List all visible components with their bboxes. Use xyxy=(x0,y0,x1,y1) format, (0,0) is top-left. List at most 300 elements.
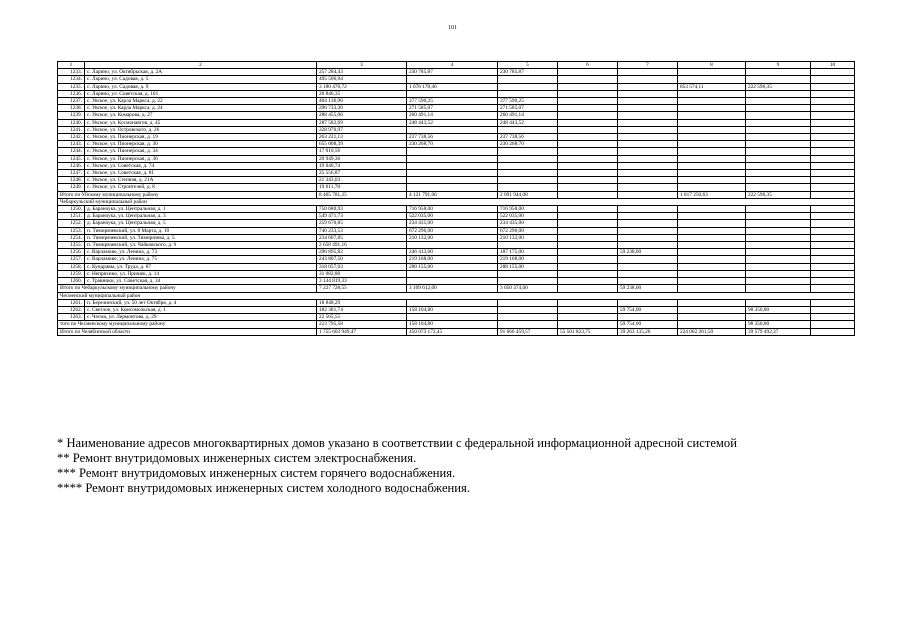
amount-cell xyxy=(498,299,558,306)
amount-cell: 1 755 603 949,47 xyxy=(317,328,407,335)
table-row xyxy=(58,69,855,76)
subtotal-label: Итого по Челябинской области xyxy=(58,328,317,335)
amount-cell: 3 109 612,00 xyxy=(407,285,498,292)
address-cell: с. Непряхино, ул. Пришек, д. 14 xyxy=(85,270,317,277)
address-cell: с. Увское, ул. Строителей, д. 8 xyxy=(85,184,317,191)
section-row xyxy=(58,198,855,205)
amount-cell: 495 506,94 xyxy=(317,76,407,83)
section-label: Чесменский муниципальный район xyxy=(58,292,855,299)
amount-cell xyxy=(678,306,746,313)
column-number: 10 xyxy=(811,62,855,69)
row-number-cell: 1234. xyxy=(58,76,85,83)
column-number: 2 xyxy=(85,62,317,69)
amount-cell xyxy=(407,270,498,277)
table-body xyxy=(58,69,855,336)
amount-cell: 672 296,00 xyxy=(498,227,558,234)
amount-cell: 18 848,29 xyxy=(317,299,407,306)
row-number-cell: 1243. xyxy=(58,141,85,148)
amount-cell xyxy=(678,112,746,119)
table-row xyxy=(58,299,855,306)
amount-cell xyxy=(678,321,746,328)
amount-cell xyxy=(811,141,855,148)
address-cell: с. Увское, ул. Советская, д. 74 xyxy=(85,162,317,169)
amount-cell xyxy=(746,263,811,270)
address-cell: с. Светлое, ул. Комсомольская, д. 1 xyxy=(85,306,317,313)
amount-cell xyxy=(558,234,618,241)
amount-cell xyxy=(618,155,678,162)
amount-cell xyxy=(678,98,746,105)
amount-cell xyxy=(618,184,678,191)
amount-cell xyxy=(678,170,746,177)
row-number-cell: 1247. xyxy=(58,170,85,177)
address-cell: с. Увское, ул. Пионерская, д. 34 xyxy=(85,148,317,155)
amount-cell xyxy=(618,112,678,119)
amount-cell xyxy=(678,278,746,285)
amount-cell: 248 443,52 xyxy=(498,119,558,126)
amount-cell xyxy=(746,119,811,126)
amount-cell: 59 238,00 xyxy=(618,285,678,292)
amount-cell xyxy=(746,285,811,292)
row-number-cell: 1245. xyxy=(58,155,85,162)
amount-cell: 377 590,25 xyxy=(498,98,558,105)
amount-cell xyxy=(558,263,618,270)
amount-cell xyxy=(407,299,498,306)
amount-cell xyxy=(811,69,855,76)
subtotal-label: Итого по Чебаркульскому муниципальному району xyxy=(58,285,317,292)
amount-cell xyxy=(558,249,618,256)
row-number-cell: 1251. xyxy=(58,213,85,220)
amount-cell: 230 785,87 xyxy=(498,69,558,76)
amount-cell xyxy=(618,278,678,285)
amount-cell: 260 491,14 xyxy=(498,112,558,119)
amount-cell xyxy=(678,141,746,148)
amount-cell xyxy=(498,270,558,277)
amount-cell: 655 008,39 xyxy=(317,141,407,148)
amount-cell: 271 585,07 xyxy=(498,105,558,112)
address-cell: с. Травники, ул. Советская, д. 34 xyxy=(85,278,317,285)
amount-cell: 222 596,35 xyxy=(746,191,811,198)
amount-cell xyxy=(618,220,678,227)
table-row xyxy=(58,134,855,141)
amount-cell xyxy=(498,278,558,285)
amount-cell xyxy=(746,270,811,277)
amount-cell xyxy=(498,162,558,169)
amount-cell xyxy=(558,69,618,76)
row-number-cell: 1244. xyxy=(58,148,85,155)
amount-cell xyxy=(746,184,811,191)
amount-cell xyxy=(811,263,855,270)
amount-cell: 243 807,50 xyxy=(317,256,407,263)
table-row xyxy=(58,227,855,234)
amount-cell xyxy=(407,177,498,184)
footnote-electric: ** Ремонт внутридомовых инженерных систем электроснабжения. xyxy=(57,451,417,465)
amount-cell: 3 180 470,72 xyxy=(317,83,407,90)
table-row xyxy=(58,234,855,241)
amount-cell xyxy=(678,155,746,162)
row-number-cell: 1258. xyxy=(58,263,85,270)
amount-cell: 271 585,07 xyxy=(407,105,498,112)
row-number-cell: 1235. xyxy=(58,83,85,90)
amount-cell xyxy=(678,134,746,141)
amount-cell xyxy=(498,306,558,313)
table-row xyxy=(58,112,855,119)
table-row xyxy=(58,177,855,184)
amount-cell xyxy=(558,76,618,83)
amount-cell: 59 754,00 xyxy=(618,306,678,313)
row-number-cell: 1233. xyxy=(58,69,85,76)
amount-cell xyxy=(618,314,678,321)
address-cell: с. Увское, ул. Комарова, д. 27 xyxy=(85,112,317,119)
amount-cell: 20 846,35 xyxy=(317,90,407,97)
amount-cell xyxy=(558,170,618,177)
amount-cell xyxy=(618,90,678,97)
row-number-cell: 1237. xyxy=(58,98,85,105)
amount-cell xyxy=(811,177,855,184)
amount-cell xyxy=(558,119,618,126)
amount-cell xyxy=(407,314,498,321)
amount-cell xyxy=(811,98,855,105)
row-number-cell: 1242. xyxy=(58,134,85,141)
amount-cell xyxy=(618,141,678,148)
amount-cell xyxy=(407,76,498,83)
amount-cell xyxy=(746,141,811,148)
amount-cell xyxy=(746,234,811,241)
amount-cell xyxy=(407,184,498,191)
amount-cell: 20 949,36 xyxy=(317,155,407,162)
address-cell: с. Увское, ул. Космонавтов, д. 45 xyxy=(85,119,317,126)
row-number-cell: 1263. xyxy=(58,314,85,321)
amount-cell: 234 435,00 xyxy=(498,220,558,227)
amount-cell: 750 680,93 xyxy=(317,206,407,213)
footnote-cold-water: **** Ремонт внутридомовых инженерных систем холодного водоснабжения. xyxy=(57,481,470,495)
amount-cell: 4 131 791,06 xyxy=(407,191,498,198)
row-number-cell: 1249. xyxy=(58,184,85,191)
amount-cell xyxy=(558,141,618,148)
amount-cell xyxy=(558,242,618,249)
address-cell: с. Ларино, ул. Октябрьская, д. 2А xyxy=(85,69,317,76)
amount-cell: 672 296,00 xyxy=(407,227,498,234)
address-cell: с. Ларино, ул. Садовая, д. 9 xyxy=(85,83,317,90)
amount-cell xyxy=(558,227,618,234)
amount-cell xyxy=(746,249,811,256)
row-number-cell: 1250. xyxy=(58,206,85,213)
amount-cell xyxy=(678,227,746,234)
table-row xyxy=(58,206,855,213)
row-number-cell: 1248. xyxy=(58,177,85,184)
amount-cell xyxy=(498,148,558,155)
amount-cell xyxy=(678,148,746,155)
amount-cell xyxy=(618,263,678,270)
amount-cell: 55 501 823,75 xyxy=(558,328,618,335)
amount-cell xyxy=(618,206,678,213)
amount-cell xyxy=(811,220,855,227)
amount-cell: 296 733,30 xyxy=(317,105,407,112)
amount-cell xyxy=(811,306,855,313)
row-number-cell: 1261. xyxy=(58,299,85,306)
amount-cell: 3 144 819,33 xyxy=(317,278,407,285)
column-number: 4 xyxy=(407,62,498,69)
address-cell: с. Кундравы, ул. Труда, д. 87 xyxy=(85,263,317,270)
column-number: 6 xyxy=(558,62,618,69)
column-number: 9 xyxy=(746,62,811,69)
address-cell: с. Увское, ул. Степная, д. 21А xyxy=(85,177,317,184)
row-number-cell: 1262. xyxy=(58,306,85,313)
amount-cell xyxy=(746,98,811,105)
address-cell: д. Бараноука, ул. Центральная, д. 5 xyxy=(85,220,317,227)
amount-cell: 223 795,58 xyxy=(317,321,407,328)
amount-cell xyxy=(558,191,618,198)
amount-cell xyxy=(618,134,678,141)
footnotes xyxy=(57,436,857,496)
amount-cell xyxy=(811,83,855,90)
amount-cell: 98 350,80 xyxy=(746,321,811,328)
amount-cell xyxy=(407,90,498,97)
amount-cell xyxy=(618,227,678,234)
amount-cell xyxy=(678,126,746,133)
amount-cell xyxy=(746,105,811,112)
footnote-hot-water: *** Ремонт внутридомовых инженерных систем горячего водоснабжения. xyxy=(57,466,456,480)
amount-cell: 8 465 781,25 xyxy=(317,191,407,198)
amount-cell xyxy=(558,206,618,213)
amount-cell xyxy=(678,119,746,126)
amount-cell xyxy=(746,177,811,184)
amount-cell xyxy=(811,227,855,234)
amount-cell: 158 104,80 xyxy=(407,321,498,328)
amount-cell xyxy=(746,112,811,119)
address-cell: п. Тимирязевский, ул. Тимирязева, д. 5 xyxy=(85,234,317,241)
amount-cell xyxy=(811,76,855,83)
amount-cell xyxy=(811,213,855,220)
subtotal-label: того по Чесменскому муниципальному району xyxy=(58,321,317,328)
column-number-row xyxy=(58,62,855,69)
address-cell: п. Тимирязевский, ул. Чайковского, д. 9 xyxy=(85,242,317,249)
amount-cell xyxy=(746,256,811,263)
amount-cell xyxy=(407,148,498,155)
subtotal-row xyxy=(58,328,855,335)
amount-cell: 1 817 250,63 xyxy=(678,191,746,198)
amount-cell xyxy=(618,76,678,83)
row-number-cell: 1260. xyxy=(58,278,85,285)
amount-cell: 98 350,80 xyxy=(746,306,811,313)
footnote-address: * Наименование адресов многоквартирных домов указано в соответствии с федеральной информационной адресной системой xyxy=(57,436,737,450)
amount-cell xyxy=(498,184,558,191)
amount-cell xyxy=(746,69,811,76)
address-cell: с. Увское, ул. Пионерская, д. 19 xyxy=(85,134,317,141)
amount-cell xyxy=(558,148,618,155)
amount-cell xyxy=(678,162,746,169)
amount-cell xyxy=(498,177,558,184)
amount-cell xyxy=(811,126,855,133)
amount-cell: 2 658 491,16 xyxy=(317,242,407,249)
amount-cell: 257 284,43 xyxy=(317,69,407,76)
amount-cell xyxy=(811,105,855,112)
amount-cell xyxy=(746,148,811,155)
amount-cell xyxy=(678,249,746,256)
row-number-cell: 1256. xyxy=(58,249,85,256)
amount-cell xyxy=(498,155,558,162)
amount-cell xyxy=(407,242,498,249)
table-row xyxy=(58,119,855,126)
amount-cell xyxy=(558,134,618,141)
row-number-cell: 1246. xyxy=(58,162,85,169)
amount-cell xyxy=(558,126,618,133)
amount-cell: 25 556,87 xyxy=(317,170,407,177)
amount-cell xyxy=(558,90,618,97)
amount-cell xyxy=(558,112,618,119)
amount-cell xyxy=(811,170,855,177)
amount-cell: 716 958,00 xyxy=(407,206,498,213)
section-row xyxy=(58,292,855,299)
amount-cell xyxy=(558,299,618,306)
amount-cell xyxy=(558,155,618,162)
table-row xyxy=(58,263,855,270)
amount-cell: 59 754,00 xyxy=(618,321,678,328)
table-row xyxy=(58,184,855,191)
table-row xyxy=(58,76,855,83)
amount-cell xyxy=(811,162,855,169)
row-number-cell: 1255. xyxy=(58,242,85,249)
table-row xyxy=(58,314,855,321)
amount-cell xyxy=(811,90,855,97)
amount-cell: 59 238,00 xyxy=(618,249,678,256)
amount-cell xyxy=(618,105,678,112)
address-cell: с. Увское, ул. Островского, д. 26 xyxy=(85,126,317,133)
amount-cell: 522 035,00 xyxy=(407,213,498,220)
subtotal-row xyxy=(58,285,855,292)
amount-cell xyxy=(746,220,811,227)
table-row xyxy=(58,256,855,263)
amount-cell xyxy=(746,206,811,213)
amount-cell: 7 227 728,55 xyxy=(317,285,407,292)
subtotal-row xyxy=(58,191,855,198)
amount-cell xyxy=(498,170,558,177)
amount-cell xyxy=(811,155,855,162)
amount-cell xyxy=(498,242,558,249)
amount-cell xyxy=(678,299,746,306)
amount-cell xyxy=(678,69,746,76)
amount-cell xyxy=(618,177,678,184)
address-cell: с. Ларино, ул. Советская, д. 101 xyxy=(85,90,317,97)
amount-cell xyxy=(746,155,811,162)
amount-cell: 234 607,85 xyxy=(317,234,407,241)
amount-cell: 259 670,85 xyxy=(317,220,407,227)
row-number-cell: 1253. xyxy=(58,227,85,234)
amount-cell xyxy=(811,184,855,191)
amount-cell xyxy=(618,213,678,220)
amount-cell xyxy=(558,321,618,328)
amount-cell: 219 168,00 xyxy=(498,256,558,263)
amount-cell xyxy=(811,206,855,213)
amount-cell: 296 895,82 xyxy=(317,249,407,256)
amount-cell xyxy=(558,213,618,220)
amount-cell xyxy=(811,249,855,256)
amount-cell xyxy=(811,148,855,155)
amount-cell xyxy=(558,278,618,285)
amount-cell: 288 455,06 xyxy=(317,112,407,119)
table-row xyxy=(58,249,855,256)
row-number-cell: 1238. xyxy=(58,105,85,112)
amount-cell xyxy=(811,328,855,335)
subtotal-label: Итого по Уйскому муниципальному району xyxy=(58,191,317,198)
address-cell: с. Ларино, ул. Садовая, д. 5 xyxy=(85,76,317,83)
row-number-cell: 1239. xyxy=(58,112,85,119)
amount-cell: 31 082,80 xyxy=(317,270,407,277)
table-row xyxy=(58,242,855,249)
amount-cell: 219 168,00 xyxy=(407,256,498,263)
amount-cell: 210 132,00 xyxy=(498,234,558,241)
amount-cell xyxy=(746,242,811,249)
amount-cell xyxy=(811,314,855,321)
table-row xyxy=(58,126,855,133)
amount-cell xyxy=(746,314,811,321)
table-row xyxy=(58,213,855,220)
amount-cell: 21 343,03 xyxy=(317,177,407,184)
amount-cell xyxy=(746,278,811,285)
address-cell: с. Увское, ул. Карла Маркса, д. 22 xyxy=(85,98,317,105)
address-cell: с. Варламово, ул. Ленина, д. 75 xyxy=(85,256,317,263)
amount-cell xyxy=(618,299,678,306)
amount-cell xyxy=(498,314,558,321)
amount-cell xyxy=(746,76,811,83)
amount-cell: 2 091 944,08 xyxy=(498,191,558,198)
section-label: Чебаркульский муниципальный район xyxy=(58,198,855,205)
amount-cell xyxy=(558,105,618,112)
amount-cell xyxy=(618,242,678,249)
amount-cell: 39 579 492,37 xyxy=(746,328,811,335)
amount-cell xyxy=(618,256,678,263)
amount-cell xyxy=(678,234,746,241)
amount-cell xyxy=(811,112,855,119)
amount-cell: 248 443,52 xyxy=(407,119,498,126)
amount-cell xyxy=(678,220,746,227)
amount-cell xyxy=(678,270,746,277)
amount-cell xyxy=(618,191,678,198)
amount-cell xyxy=(618,162,678,169)
amount-cell xyxy=(811,285,855,292)
amount-cell: 224 062 261,50 xyxy=(678,328,746,335)
table-row xyxy=(58,155,855,162)
amount-cell xyxy=(558,285,618,292)
amount-cell xyxy=(498,321,558,328)
amount-cell xyxy=(498,83,558,90)
address-cell: д. Бараноука, ул. Центральная, д. 1 xyxy=(85,206,317,213)
amount-cell xyxy=(678,213,746,220)
amount-cell xyxy=(558,220,618,227)
amount-cell xyxy=(618,69,678,76)
amount-cell xyxy=(811,256,855,263)
amount-cell xyxy=(558,98,618,105)
amount-cell: 450 073 172,45 xyxy=(407,328,498,335)
amount-cell: 318 057,03 xyxy=(317,263,407,270)
amount-cell: 230 268,70 xyxy=(407,141,498,148)
row-number-cell: 1240. xyxy=(58,119,85,126)
amount-cell xyxy=(746,170,811,177)
amount-cell xyxy=(678,206,746,213)
amount-cell xyxy=(618,270,678,277)
table-row xyxy=(58,141,855,148)
amount-cell xyxy=(811,321,855,328)
amount-cell xyxy=(746,227,811,234)
housing-repair-table xyxy=(57,61,855,336)
amount-cell xyxy=(678,177,746,184)
amount-cell: 187 175,00 xyxy=(498,249,558,256)
amount-cell xyxy=(407,155,498,162)
amount-cell: 377 590,25 xyxy=(407,98,498,105)
address-cell: п. Березинский, ул. 50 лет Октября, д. 4 xyxy=(85,299,317,306)
amount-cell: 3 050 374,00 xyxy=(498,285,558,292)
amount-cell xyxy=(746,299,811,306)
amount-cell xyxy=(678,242,746,249)
